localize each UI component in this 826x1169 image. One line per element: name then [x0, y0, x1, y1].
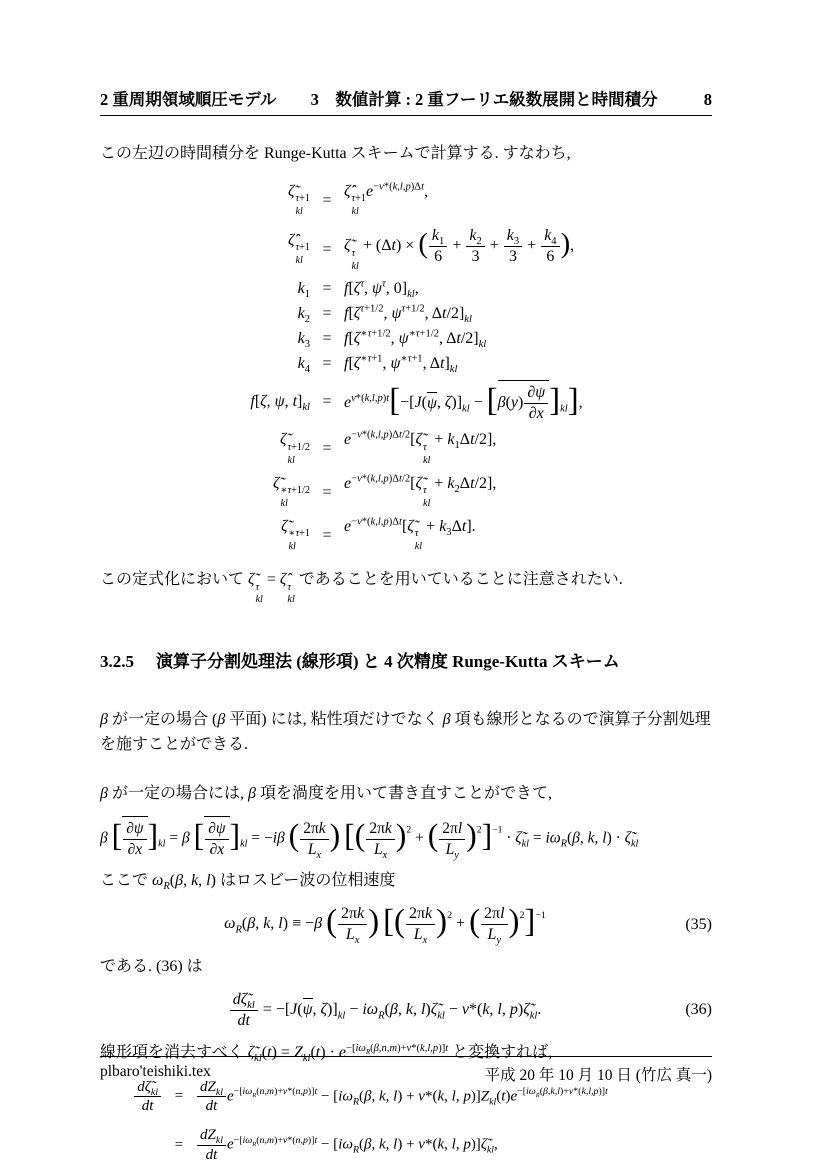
display-equation-35: [100, 904, 712, 945]
equation-rhs: $e^{\nu*(k,l,p)t}[-[J(\psi$, $\zeta)]_{kl} - [\beta(y)$ $\frac{\partial\psi}{\partial x}$ ]$_{kl}$],: [344, 380, 583, 424]
equals-sign: =: [322, 483, 332, 501]
paragraph-dearu: である. (36) は: [100, 958, 203, 976]
section-title: 演算子分割処理法 (線形項) と 4 次精度 Runge-Kutta スキーム: [156, 652, 620, 672]
equals-sign: =: [322, 280, 332, 298]
equation-lhs: f[ζ, ψ, $t]_{kl}$: [250, 393, 310, 414]
equation-rhs: $f[\zeta^\tau$, $\psi^\tau$, $0]_{kl}$,: [344, 279, 419, 301]
equals-sign: =: [174, 1088, 184, 1105]
equation-36-number: (36): [685, 1001, 712, 1019]
equation-lhs: $k_3$: [297, 330, 310, 351]
equation-35-body: $\omega_R(\beta$, k, l) ≡ −β ( $\frac{2\pi k}{L_x}$ ) [( $\frac{2\pi k}{L_x}$ )$^2$ + ( $\frac{2\pi l}{L_y}$ )$^2$]$^{-1}$: [224, 903, 546, 947]
paragraph-note: この定式化において ζ̃ τ kl = ζ̂ τ kl であることを用いていることに注意されたい.: [100, 570, 623, 606]
equals-sign: =: [322, 355, 332, 373]
equation-rhs: $e^{-\nu*(k,l,p)\Delta t/2}[\zetã$ τ kl + $k_1\Delta t/2$],: [344, 430, 497, 466]
equation-lhs: $k_2$: [297, 305, 310, 326]
footer-date: 平成 20 年 10 月 10 日 (竹広 真一): [484, 1067, 712, 1084]
rk-equation-block: [100, 183, 712, 554]
equals-sign: =: [322, 526, 332, 544]
equation-lhs: ζ̃ ∗τ+1 kl: [280, 517, 310, 553]
header-doc-title: 2 重周期領域順圧モデル: [100, 90, 277, 109]
equation-lhs: ζ̃ τ+1/2 kl: [279, 431, 310, 466]
equation-rhs: $e^{-\nu*(k,l,p)\Delta t}[\zetã$ τ kl + $k_3\Delta t$].: [344, 516, 476, 553]
page-content: [100, 0, 712, 1165]
paragraph-transform: 線形項を消去すべく $\zetã_{kl}(t) = Z_{kl}(t) \cdot e^{-[i\omega_R(\beta,n,m)+\nu*(k,l,p)]t}$ と変換すれば,: [100, 1042, 553, 1065]
final-equation-block: [100, 1078, 712, 1165]
equation-rhs: $dZ_{kl}$ dt $e^{-[i\omega_R(n,m)+\nu*(n,p)]t} - [i\omega_R(\beta$, k, l) + ν*(k, l, $p)]Z_{kl}(t)e^{-[i\omega_R(\beta,k,l)+\nu*(k,l,p)]t}$: [196, 1078, 608, 1117]
equation-rhs: $f[\zeta^{∗\tau+1}$, $\psi^{∗\tau+1}$, $\Delta t]_{kl}$: [344, 354, 458, 376]
equation-lhs: ζ̂ τ+1 kl: [287, 231, 310, 266]
equation-lhs: ζ̃ ∗τ+1/2 kl: [273, 474, 310, 509]
equation-36-body: $\frac{d\zetã_{kl}}{dt}$ = −[J(ψ, $\zeta)]_{kl} - i\omega_R(\beta$, k, $l)\zetã_{kl} - \nu*(k$, l, $p)\zetã_{kl}$.: [100, 990, 670, 1031]
equation-lhs: $\frac{d\zetã_{kl}}{dt}$: [133, 1078, 162, 1117]
paragraph-beta-rewrite: β が一定の場合には, β 項を渦度を用いて書き直すことができて,: [100, 784, 552, 802]
equation-rhs: $f[\zeta^{\tau+1/2}$, $\psi^{\tau+1/2}$, $\Delta t/2]_{kl}$: [344, 304, 472, 326]
header-page-number: 8: [703, 90, 712, 109]
paragraph-rossby: ここで $\omega_R(\beta$, k, l) はロスビー波の位相速度: [100, 872, 396, 893]
section-heading: [100, 647, 712, 672]
beta-term-equation: β [ $\frac{\partial\psi}{\partial x}$ ]$_{kl} = \beta$ [ $\frac{\partial\psi}{\partial x}$ ]$_{kl} = -i\beta$ ( $\frac{2\pi k}{L_x}$ ) [( $\frac{2\pi k}{L_x}$ )$^2$ + ( $\frac{2\pi l}{L_y}$ )$^2]^{-1} \cdot \zetã_{kl} = i\omega_R(\beta$, k, $l) \cdot \zetã_{kl}$: [100, 818, 639, 861]
equation-rhs: $e^{-\nu*(k,l,p)\Delta t/2}[\zetã$ τ kl + $k_2\Delta t/2$],: [344, 473, 497, 509]
equation-rhs: $dZ_{kl}$ dt $e^{-[i\omega_R(n,m)+\nu*(n,p)]t} - [i\omega_R(\beta$, k, l) + ν*(k, l, $p)]\zetã_{kl}$,: [196, 1126, 498, 1165]
page-footer: [100, 1056, 712, 1085]
equation-35-number: (35): [685, 915, 712, 933]
page-header: [100, 0, 712, 116]
display-equation-36: [100, 990, 712, 1031]
paragraph-beta-constant: β が一定の場合 (β 平面) には, 粘性項だけでなく β 項も線形となるので演算子分割処理を施すことができる.: [100, 711, 711, 753]
equals-sign: =: [322, 440, 332, 458]
equation-lhs: $k_4$: [297, 355, 310, 376]
equation-rhs: ζ̂ τ+1 kl $e^{-\nu*(k,l,p)\Delta t}$,: [344, 181, 428, 218]
header-section-title: 3 数値計算 : 2 重フーリエ級数展開と時間積分: [310, 90, 658, 109]
equals-sign: =: [322, 240, 332, 258]
equals-sign: =: [322, 191, 332, 209]
equals-sign: =: [322, 305, 332, 323]
equation-lhs: $k_1$: [297, 280, 310, 301]
equals-sign: =: [322, 393, 332, 411]
footer-filename: plbaro'teishiki.tex: [100, 1063, 211, 1080]
equation-rhs: $f[\zeta^{∗\tau+1/2}$, $\psi^{∗\tau+1/2}$, $\Delta t/2]_{kl}$: [344, 329, 487, 351]
section-number: 3.2.5: [100, 652, 134, 672]
equation-rhs: ζ̃ τ kl + (Δt) × ( $\frac{k_1}{6}$ + $\frac{k_2}{3}$ + $\frac{k_3}{3}$ + $\frac{k_4}{6}$ ),: [344, 226, 575, 272]
equation-lhs: ζ̃ τ+1 kl: [287, 182, 310, 218]
paragraph-intro: この左辺の時間積分を Runge-Kutta スキームで計算する. すなわち,: [100, 145, 571, 162]
equals-sign: =: [174, 1136, 184, 1153]
equals-sign: =: [322, 330, 332, 348]
